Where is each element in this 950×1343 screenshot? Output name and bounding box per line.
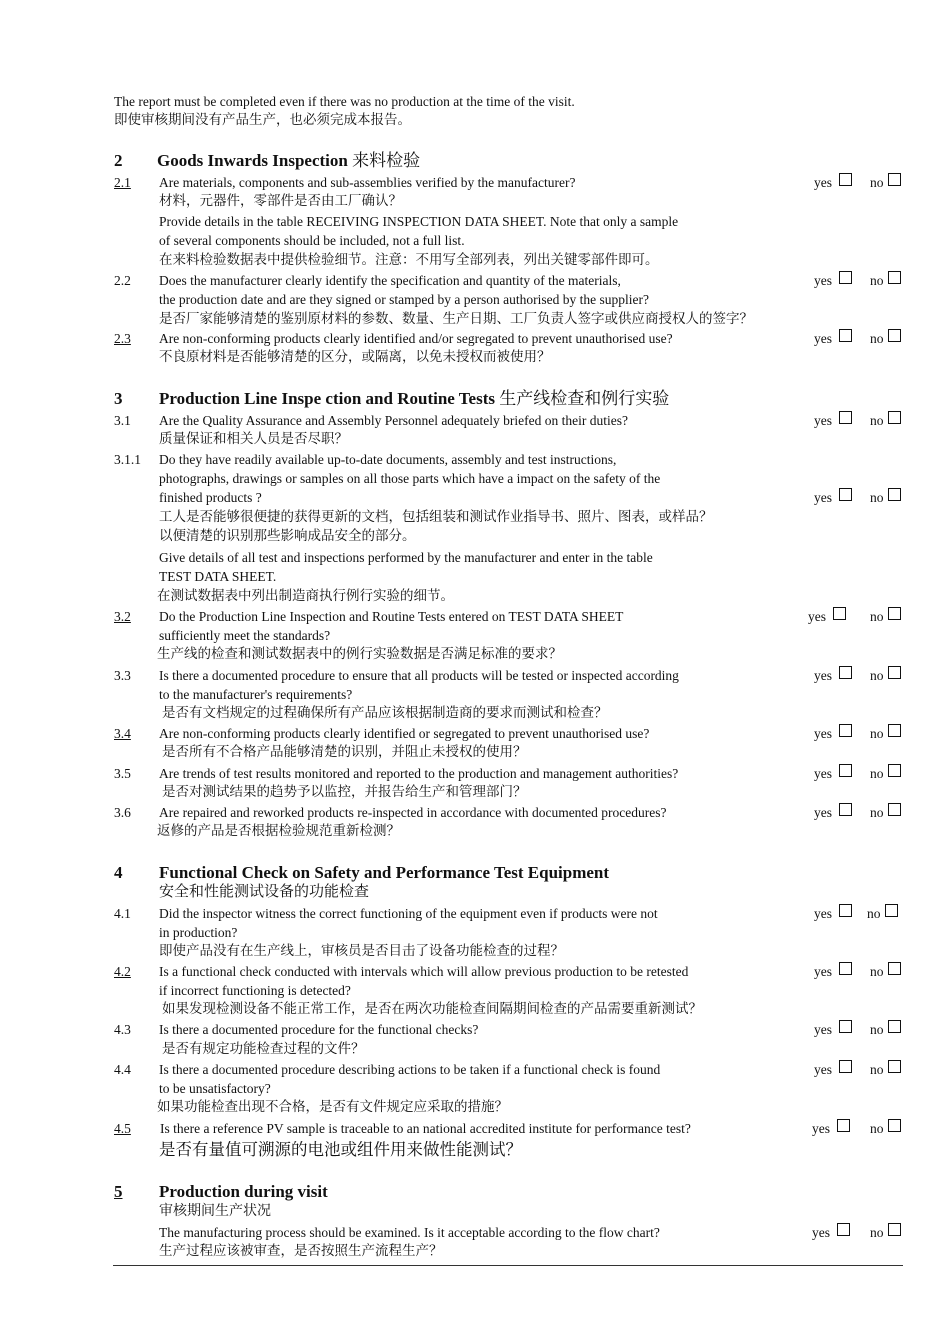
item-question-zh: 是否有量值可溯源的电池或组件用来做性能测试？	[159, 1140, 522, 1159]
no-label: no	[870, 175, 884, 190]
item-question-en: Is there a documented procedure describing actions to be taken if a functional check is found	[159, 1062, 661, 1077]
no-checkbox[interactable]	[888, 1223, 901, 1236]
item-note-en: Provide details in the table RECEIVING INSPECTION DATA SHEET. Note that only a sample	[159, 214, 679, 229]
item-question-zh: 以便清楚的识别那些影响成品安全的部分。	[159, 528, 416, 543]
no-label: no	[870, 1225, 884, 1240]
item-note-en: TEST DATA SHEET.	[159, 569, 277, 584]
item-number: 3.5	[114, 766, 131, 781]
item-note-en: of several components should be included, not a full list.	[159, 233, 465, 248]
item-question-en: The manufacturing process should be examined. Is it acceptable according to the flow chart?	[159, 1225, 660, 1240]
no-label: no	[870, 805, 884, 820]
no-checkbox[interactable]	[888, 488, 901, 501]
item-question-en: Is a functional check conducted with intervals which will allow previous production to be retested	[159, 964, 689, 979]
item-number: 3.3	[114, 668, 131, 683]
item-question-zh: 是否对测试结果的趋势予以监控，并报告给生产和管理部门？	[162, 784, 527, 799]
yes-checkbox[interactable]	[839, 724, 852, 737]
item-question-zh: 是否所有不合格产品能够清楚的识别，并阻止未授权的使用？	[162, 744, 527, 759]
no-checkbox[interactable]	[888, 962, 901, 975]
yes-label: yes	[814, 1062, 832, 1077]
no-checkbox[interactable]	[888, 666, 901, 679]
no-checkbox[interactable]	[885, 904, 898, 917]
yes-checkbox[interactable]	[839, 271, 852, 284]
no-label: no	[870, 726, 884, 741]
yes-checkbox[interactable]	[839, 803, 852, 816]
no-label: no	[870, 609, 884, 624]
item-note-zh: 在来料检验数据表中提供检验细节。注意：不用写全部列表，列出关键零部件即可。	[159, 252, 659, 267]
item-question-zh: 即使产品没有在生产线上，审核员是否目击了设备功能检查的过程？	[159, 943, 564, 958]
no-label: no	[870, 1022, 884, 1037]
section-title	[159, 388, 669, 410]
no-label: no	[870, 273, 884, 288]
section-title-zh: 安全和性能测试设备的功能检查	[159, 884, 370, 900]
item-number: 3.6	[114, 805, 131, 820]
item-question-zh: 如果功能检查出现不合格，是否有文件规定应采取的措施？	[157, 1099, 508, 1114]
item-question-zh: 工人是否能够很便捷的获得更新的文档，包括组装和测试作业指导书、照片、图表，或样品？	[159, 509, 713, 524]
no-label: no	[870, 1121, 884, 1136]
yes-label: yes	[814, 175, 832, 190]
item-question-zh: 返修的产品是否根据检验规范重新检测？	[157, 823, 400, 838]
intro-text-zh: 即使审核期间没有产品生产，也必须完成本报告。	[114, 112, 411, 127]
item-question-zh: 生产过程应该被审查，是否按照生产流程生产？	[159, 1243, 443, 1258]
item-note-zh: 在测试数据表中列出制造商执行例行实验的细节。	[157, 588, 454, 603]
item-number: 3.4	[114, 726, 131, 741]
yes-checkbox[interactable]	[833, 607, 846, 620]
no-checkbox[interactable]	[888, 1119, 901, 1132]
yes-checkbox[interactable]	[839, 1060, 852, 1073]
section-title-zh: 来料检验	[352, 151, 421, 170]
section-number: 5	[114, 1182, 123, 1201]
section-title-en: Functional Check on Safety and Performance Test Equipment	[159, 863, 610, 882]
yes-checkbox[interactable]	[837, 1119, 850, 1132]
item-question-en: sufficiently meet the standards?	[159, 628, 331, 643]
yes-label: yes	[814, 490, 832, 505]
item-question-en: in production?	[159, 925, 238, 940]
no-checkbox[interactable]	[888, 803, 901, 816]
item-question-en: Is there a documented procedure to ensure that all products will be tested or inspected according	[159, 668, 679, 683]
no-label: no	[870, 331, 884, 346]
item-question-zh: 是否厂家能够清楚的鉴别原材料的参数、数量、生产日期、工厂负责人签字或供应商授权人的签字？	[159, 311, 753, 326]
item-question-en: Are non-conforming products clearly identified and/or segregated to prevent unauthorised use?	[159, 331, 673, 346]
item-question-en: Are materials, components and sub-assemblies verified by the manufacturer?	[159, 175, 576, 190]
no-label: no	[870, 668, 884, 683]
yes-label: yes	[814, 964, 832, 979]
item-question-en: if incorrect functioning is detected?	[159, 983, 351, 998]
yes-label: yes	[814, 668, 832, 683]
yes-label: yes	[812, 1225, 830, 1240]
section-number: 2	[114, 151, 123, 170]
yes-checkbox[interactable]	[839, 329, 852, 342]
yes-checkbox[interactable]	[839, 962, 852, 975]
item-number: 2.2	[114, 273, 131, 288]
item-question-en: finished products ?	[159, 490, 262, 505]
no-checkbox[interactable]	[888, 764, 901, 777]
item-question-en: to be unsatisfactory?	[159, 1081, 271, 1096]
yes-checkbox[interactable]	[837, 1223, 850, 1236]
section-title-en: Goods Inwards Inspection	[157, 151, 348, 170]
item-note-en: Give details of all test and inspections performed by the manufacturer and enter in the table	[159, 550, 653, 565]
item-question-en: Are repaired and reworked products re-inspected in accordance with documented procedures?	[159, 805, 667, 820]
item-question-en: Do they have readily available up-to-date documents, assembly and test instructions,	[159, 452, 617, 467]
yes-label: yes	[814, 273, 832, 288]
item-number: 2.1	[114, 175, 131, 190]
yes-checkbox[interactable]	[839, 411, 852, 424]
item-number: 3.1.1	[114, 452, 141, 467]
section-title	[157, 150, 420, 172]
section-title-en: Production during visit	[159, 1182, 328, 1201]
no-label: no	[870, 766, 884, 781]
no-label: no	[870, 964, 884, 979]
item-number: 4.1	[114, 906, 131, 921]
yes-label: yes	[808, 609, 826, 624]
item-question-zh: 不良原材料是否能够清楚的区分，或隔离，以免未授权而被使用？	[159, 349, 551, 364]
no-checkbox[interactable]	[888, 724, 901, 737]
section-title-en: Production Line Inspe ction and Routine Tests	[159, 389, 495, 408]
section-title-zh: 审核期间生产状况	[159, 1204, 271, 1219]
yes-checkbox[interactable]	[839, 173, 852, 186]
item-question-zh: 材料，元器件，零部件是否由工厂确认？	[159, 193, 402, 208]
section-number: 4	[114, 863, 123, 882]
item-question-en: Is there a reference PV sample is traceable to an national accredited institute for performance test?	[160, 1121, 691, 1136]
yes-label: yes	[814, 331, 832, 346]
yes-checkbox[interactable]	[839, 904, 852, 917]
yes-checkbox[interactable]	[839, 666, 852, 679]
item-number: 3.1	[114, 413, 131, 428]
yes-checkbox[interactable]	[839, 1020, 852, 1033]
yes-label: yes	[814, 413, 832, 428]
yes-label: yes	[814, 766, 832, 781]
item-question-zh: 如果发现检测设备不能正常工作，是否在两次功能检查间隔期间检查的产品需要重新测试？	[162, 1001, 702, 1016]
item-number: 3.2	[114, 609, 131, 624]
yes-checkbox[interactable]	[839, 764, 852, 777]
item-question-en: to the manufacturer's requirements?	[159, 687, 353, 702]
intro-text-en: The report must be completed even if there was no production at the time of the visit.	[114, 94, 575, 109]
no-checkbox[interactable]	[888, 329, 901, 342]
item-question-en: Are non-conforming products clearly identified or segregated to prevent unauthorised use?	[159, 726, 650, 741]
yes-label: yes	[812, 1121, 830, 1136]
no-label: no	[870, 413, 884, 428]
no-checkbox[interactable]	[888, 607, 901, 620]
item-question-zh: 是否有文档规定的过程确保所有产品应该根据制造商的要求而测试和检查？	[162, 705, 608, 720]
no-checkbox[interactable]	[888, 173, 901, 186]
item-question-zh: 是否有规定功能检查过程的文件？	[162, 1041, 365, 1056]
section-title-zh: 生产线检查和例行实验	[499, 389, 670, 408]
yes-checkbox[interactable]	[839, 488, 852, 501]
yes-label: yes	[814, 726, 832, 741]
item-question-en: the production date and are they signed or stamped by a person authorised by the supplier?	[159, 292, 649, 307]
item-number: 4.3	[114, 1022, 131, 1037]
item-question-zh: 生产线的检查和测试数据表中的例行实验数据是否满足标准的要求？	[157, 646, 562, 661]
item-question-zh: 质量保证和相关人员是否尽职？	[159, 431, 348, 446]
item-number: 4.4	[114, 1062, 131, 1077]
section-number: 3	[114, 389, 123, 408]
item-question-en: Is there a documented procedure for the functional checks?	[159, 1022, 479, 1037]
no-checkbox[interactable]	[888, 411, 901, 424]
yes-label: yes	[814, 906, 832, 921]
no-label: no	[870, 1062, 884, 1077]
item-question-en: photographs, drawings or samples on all those parts which have a impact on the safety of the	[159, 471, 661, 486]
item-question-en: Are the Quality Assurance and Assembly Personnel adequately briefed on their duties?	[159, 413, 628, 428]
item-question-en: Does the manufacturer clearly identify the specification and quantity of the materials,	[159, 273, 621, 288]
yes-label: yes	[814, 805, 832, 820]
item-question-en: Did the inspector witness the correct functioning of the equipment even if products were not	[159, 906, 658, 921]
yes-label: yes	[814, 1022, 832, 1037]
item-number: 4.5	[114, 1121, 131, 1136]
item-question-en: Are trends of test results monitored and reported to the production and management authorities?	[159, 766, 679, 781]
item-question-en: Do the Production Line Inspection and Routine Tests entered on TEST DATA SHEET	[159, 609, 624, 624]
no-label: no	[870, 490, 884, 505]
no-checkbox[interactable]	[888, 271, 901, 284]
no-checkbox[interactable]	[888, 1060, 901, 1073]
no-checkbox[interactable]	[888, 1020, 901, 1033]
bottom-divider	[113, 1265, 903, 1266]
item-number: 2.3	[114, 331, 131, 346]
no-label: no	[867, 906, 881, 921]
item-number: 4.2	[114, 964, 131, 979]
